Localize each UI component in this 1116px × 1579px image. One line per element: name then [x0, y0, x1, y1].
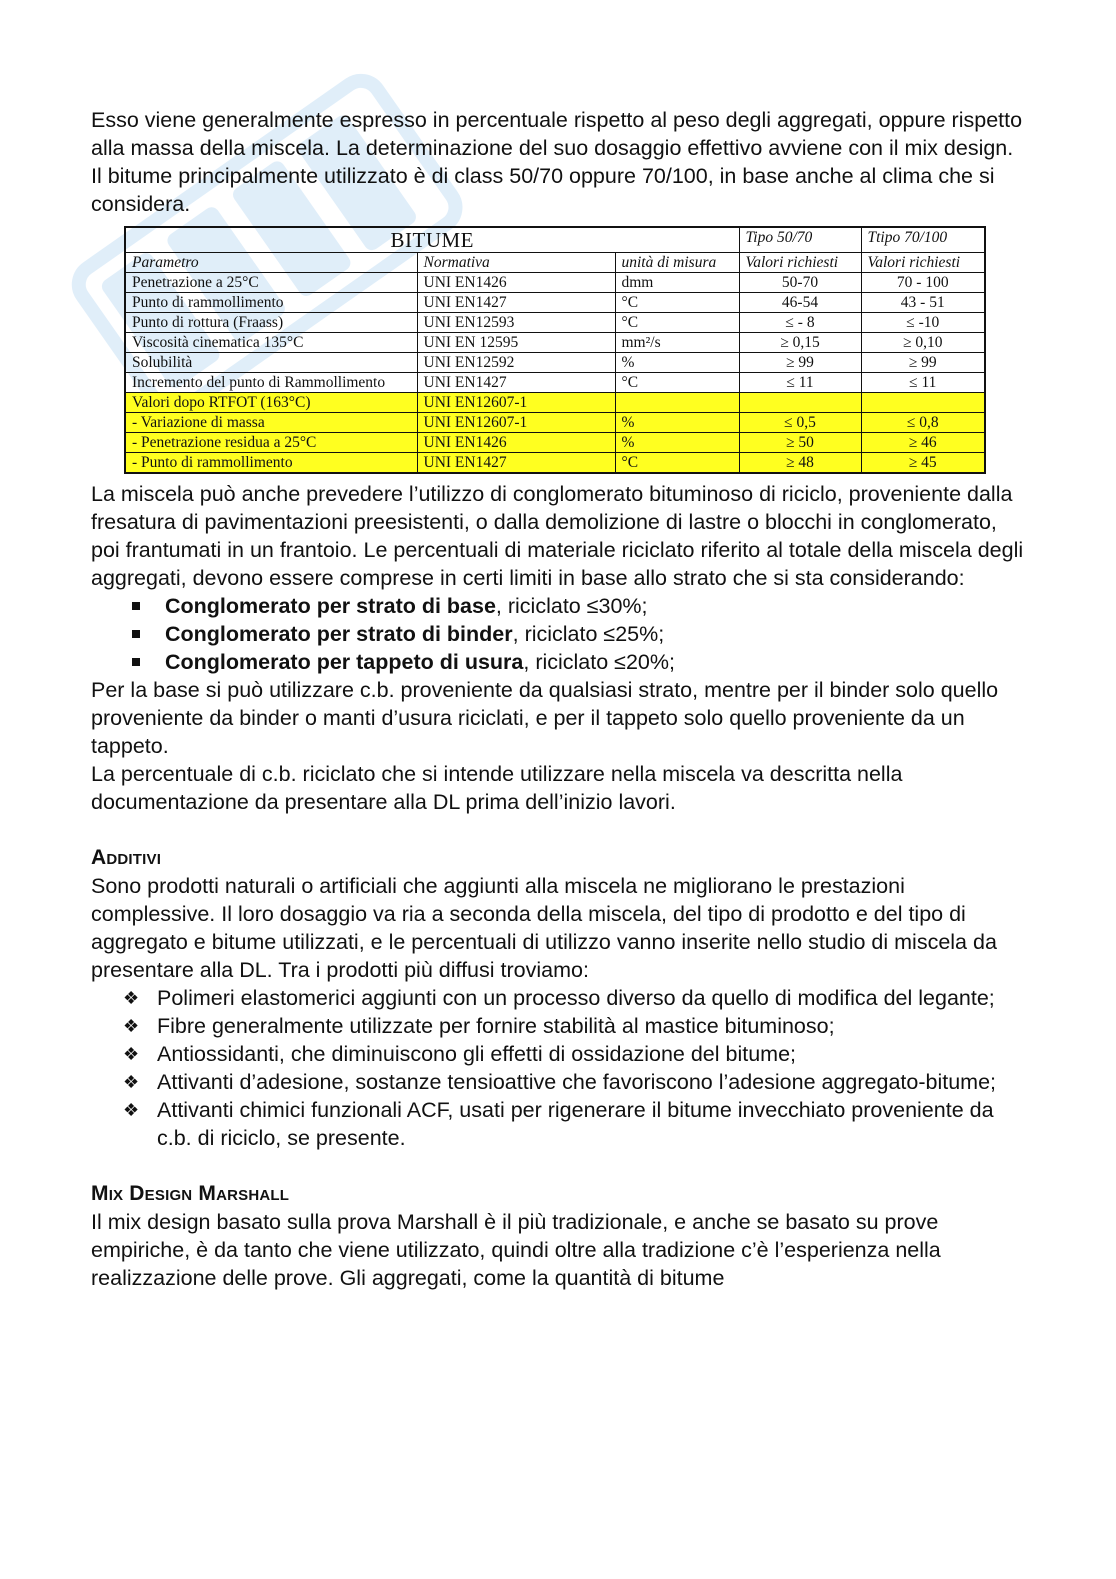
table-title-row [125, 227, 985, 253]
table-row-highlighted [125, 393, 985, 413]
table-cell: UNI EN12592 [417, 353, 615, 373]
list-item [165, 648, 1026, 676]
diamond-bullet-icon: ❖ [123, 1072, 140, 1092]
diamond-bullet-icon: ❖ [123, 1044, 140, 1064]
list-item: ❖ Attivanti d’adesione, sostanze tensioattive che favoriscono l’adesione aggregato-bitume; [123, 1070, 997, 1094]
table-row [125, 313, 985, 333]
table-row [125, 333, 985, 353]
table-cell: ≤ 0,8 [861, 413, 985, 433]
table-cell: ≥ 0,10 [861, 333, 985, 353]
list-item: ❖ Fibre generalmente utilizzate per fornire stabilità al mastice bituminoso; [123, 1014, 835, 1038]
table-cell: ≤ 11 [861, 373, 985, 393]
table-cell: % [615, 413, 739, 433]
table-cell: UNI EN1427 [417, 293, 615, 313]
table-row-highlighted [125, 453, 985, 474]
diamond-bullet-icon: ❖ [123, 988, 140, 1008]
list-item-bold: Conglomerato per strato di binder [165, 622, 513, 646]
table-cell: 43 - 51 [861, 293, 985, 313]
table-cell: ≥ 48 [739, 453, 861, 474]
table-cell: UNI EN12607-1 [417, 413, 615, 433]
table-cell: 46-54 [739, 293, 861, 313]
table-cell: ≤ -10 [861, 313, 985, 333]
table-header-row [125, 253, 985, 273]
bitume-table-wrapper [124, 226, 986, 474]
table-row [125, 373, 985, 393]
table-header: Valori richiesti [739, 253, 861, 273]
table-row [125, 293, 985, 313]
square-bullet-icon [132, 658, 140, 666]
list-item-text: , riciclato ≤25%; [512, 622, 665, 646]
table-row [125, 273, 985, 293]
table-cell: % [615, 433, 739, 453]
marshall-paragraph: Il mix design basato sulla prova Marshall è il più tradizionale, e anche se basato su prove empiriche, è da tanto che viene utilizzato, quindi oltre alla tradizione c’è l’esperienza nella realizzazione delle prove. Gli aggregati, come la quantità di bitume [91, 1210, 941, 1290]
table-cell: °C [615, 373, 739, 393]
riciclo-list [91, 592, 1026, 676]
table-cell: - Punto di rammollimento [125, 453, 417, 474]
table-cell: - Variazione di massa [125, 413, 417, 433]
table-cell: ≤ 11 [739, 373, 861, 393]
square-bullet-icon [132, 602, 140, 610]
table-cell: °C [615, 313, 739, 333]
table-cell: mm²/s [615, 333, 739, 353]
list-item [165, 592, 1026, 620]
marshall-heading: Mix Design Marshall [91, 1182, 290, 1205]
list-item: ❖ Attivanti chimici funzionali ACF, usati per rigenerare il bitume invecchiato proveniente da c.b. di riciclo, se presente. [123, 1098, 994, 1150]
table-cell: UNI EN1427 [417, 373, 615, 393]
list-item [165, 620, 1026, 648]
intro-paragraph-2: Il bitume principalmente utilizzato è di class 50/70 oppure 70/100, in base anche al clima che si considera. [91, 164, 995, 216]
table-cell: UNI EN1426 [417, 433, 615, 453]
table-cell [739, 393, 861, 413]
riciclo-paragraph-1: La miscela può anche prevedere l’utilizzo di conglomerato bituminoso di riciclo, proveniente dalla fresatura di pavimentazioni preesistenti, o dalla demolizione di lastre o blocchi in conglomerato, poi frantumati in un frantoio. Le percentuali di materiale riciclato riferito al totale della miscela degli aggregati, devono essere comprese in certi limiti in base allo strato che si sta considerando: [91, 482, 1024, 590]
table-cell: 70 - 100 [861, 273, 985, 293]
document-body [91, 106, 1026, 1292]
list-item-bold: Conglomerato per strato di base [165, 594, 496, 618]
list-item-text: , riciclato ≤20%; [523, 650, 675, 674]
table-cell: 50-70 [739, 273, 861, 293]
table-cell [615, 393, 739, 413]
table-title: BITUME [125, 227, 739, 253]
table-cell: UNI EN1426 [417, 273, 615, 293]
table-cell: Punto di rammollimento [125, 293, 417, 313]
additivi-heading: Additivi [91, 846, 162, 869]
table-cell: dmm [615, 273, 739, 293]
table-type-50-70: Tipo 50/70 [739, 227, 861, 253]
riciclo-paragraph-3: La percentuale di c.b. riciclato che si intende utilizzare nella miscela va descritta nella documentazione da presentare alla DL prima dell’inizio lavori. [91, 762, 903, 814]
table-cell: % [615, 353, 739, 373]
table-row-highlighted [125, 433, 985, 453]
additivi-paragraph: Sono prodotti naturali o artificiali che aggiunti alla miscela ne migliorano le prestazioni complessive. Il loro dosaggio va ria a seconda della miscela, del tipo di prodotto e del tipo di aggregato e bitume utilizzati, e le percentuali di utilizzo vanno inserite nello studio di miscela da presentare alla DL. Tra i prodotti più diffusi troviamo: [91, 874, 997, 982]
riciclo-paragraph-2: Per la base si può utilizzare c.b. proveniente da qualsiasi strato, mentre per il binder solo quello proveniente da binder o manti d’usura riciclati, e per il tappeto solo quello proveniente da un tappeto. [91, 678, 999, 758]
list-item: ❖ Antiossidanti, che diminuiscono gli effetti di ossidazione del bitume; [123, 1042, 796, 1066]
table-header: Normativa [417, 253, 615, 273]
table-cell: UNI EN12607-1 [417, 393, 615, 413]
table-header: Valori richiesti [861, 253, 985, 273]
additivi-list [91, 984, 1026, 1152]
intro-paragraph-1: Esso viene generalmente espresso in percentuale rispetto al peso degli aggregati, oppure rispetto alla massa della miscela. La determinazione del suo dosaggio effettivo avviene con il mix design. [91, 108, 1023, 160]
table-cell: Valori dopo RTFOT (163°C) [125, 393, 417, 413]
table-cell: ≥ 46 [861, 433, 985, 453]
table-cell: - Penetrazione residua a 25°C [125, 433, 417, 453]
table-cell: ≤ 0,5 [739, 413, 861, 433]
table-header: unità di misura [615, 253, 739, 273]
table-row [125, 353, 985, 373]
table-cell: °C [615, 453, 739, 474]
diamond-bullet-icon: ❖ [123, 1016, 140, 1036]
table-cell: Viscosità cinematica 135°C [125, 333, 417, 353]
table-cell: Solubilità [125, 353, 417, 373]
list-item-bold: Conglomerato per tappeto di usura [165, 650, 524, 674]
table-cell: ≥ 99 [861, 353, 985, 373]
list-item: ❖ Polimeri elastomerici aggiunti con un processo diverso da quello di modifica del legante; [123, 986, 995, 1010]
bitume-table [124, 226, 986, 474]
table-header: Parametro [125, 253, 417, 273]
table-row-highlighted [125, 413, 985, 433]
table-cell: UNI EN1427 [417, 453, 615, 474]
table-cell: UNI EN12593 [417, 313, 615, 333]
square-bullet-icon [132, 630, 140, 638]
table-cell: ≥ 0,15 [739, 333, 861, 353]
list-item-text: , riciclato ≤30%; [495, 594, 648, 618]
table-cell: Punto di rottura (Fraass) [125, 313, 417, 333]
table-cell: Penetrazione a 25°C [125, 273, 417, 293]
table-cell: ≥ 45 [861, 453, 985, 474]
table-cell: ≥ 99 [739, 353, 861, 373]
table-cell [861, 393, 985, 413]
table-type-70-100: Ttipo 70/100 [861, 227, 985, 253]
table-cell: °C [615, 293, 739, 313]
diamond-bullet-icon: ❖ [123, 1100, 140, 1120]
table-cell: ≥ 50 [739, 433, 861, 453]
table-cell: Incremento del punto di Rammollimento [125, 373, 417, 393]
table-cell: ≤ - 8 [739, 313, 861, 333]
table-cell: UNI EN 12595 [417, 333, 615, 353]
